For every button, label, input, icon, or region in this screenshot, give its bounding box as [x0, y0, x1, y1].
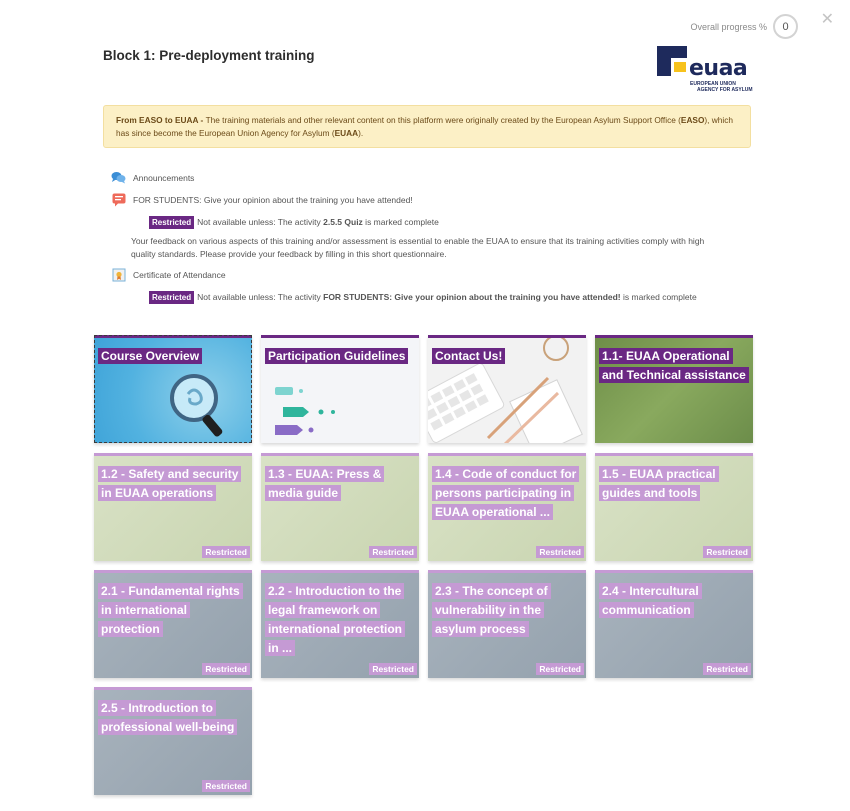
restricted-badge: Restricted — [149, 216, 194, 229]
close-icon[interactable]: ✕ — [820, 11, 834, 28]
certificate-icon — [111, 268, 126, 281]
logo-word: euaa — [689, 56, 748, 81]
tile-participation-guidelines[interactable] — [261, 335, 419, 443]
certificate-label: Certificate of Attendance — [133, 269, 226, 280]
tile-2-4-intercultural[interactable] — [595, 570, 753, 678]
restricted-badge: Restricted — [369, 663, 417, 675]
tile-1-3-press-media[interactable] — [261, 453, 419, 561]
logo-line2: AGENCY FOR ASYLUM — [697, 87, 753, 93]
restricted-badge: Restricted — [369, 546, 417, 558]
tile-title: 1.3 - EUAA: Press & media guide — [265, 466, 384, 501]
feedback-description: Your feedback on various aspects of this training and/or assessment is essential to enable the EUAA to ensure that its training activities comply with high quality standards. Please provide your feedback by filling in this short questionnaire. — [131, 236, 705, 259]
tile-1-2-safety-security[interactable] — [94, 453, 252, 561]
restricted-badge: Restricted — [202, 546, 250, 558]
tile-title: 2.5 - Introduction to professional well-being — [98, 700, 237, 735]
progress-label: Overall progress % — [690, 21, 767, 32]
arrows-icon — [271, 383, 341, 443]
tile-title: 1.4 - Code of conduct for persons participating in EUAA operational ... — [432, 466, 579, 520]
tile-title: 1.5 - EUAA practical guides and tools — [599, 466, 719, 501]
page-title: Block 1: Pre-deployment training — [103, 48, 315, 63]
restricted-badge: Restricted — [703, 546, 751, 558]
tile-1-5-practical-guides[interactable] — [595, 453, 753, 561]
magnifier-icon — [156, 358, 236, 443]
tile-title: 2.2 - Introduction to the legal framework on international protection in ... — [265, 583, 405, 656]
tile-2-1-fundamental-rights[interactable] — [94, 570, 252, 678]
feedback-icon — [111, 193, 126, 206]
tile-title: Contact Us! — [432, 348, 505, 364]
tile-title: Course Overview — [98, 348, 202, 364]
tile-title: 2.4 - Intercultural communication — [599, 583, 702, 618]
logo-line1: EUROPEAN UNION — [690, 81, 736, 87]
restricted-badge: Restricted — [202, 663, 250, 675]
tile-title: 1.2 - Safety and security in EUAA operations — [98, 466, 241, 501]
restricted-badge: Restricted — [202, 780, 250, 792]
restricted-badge: Restricted — [149, 291, 194, 304]
tile-2-5-professional-wellbeing[interactable] — [94, 687, 252, 795]
activity-announcements[interactable] — [111, 171, 194, 184]
tile-title: 2.3 - The concept of vulnerability in the asylum process — [432, 583, 551, 637]
tile-course-overview[interactable] — [94, 335, 252, 443]
tile-1-1-euaa-operational[interactable] — [595, 335, 753, 443]
euaa-logo — [657, 46, 753, 94]
tile-title: 2.1 - Fundamental rights in international protection — [98, 583, 243, 637]
restricted-badge: Restricted — [536, 663, 584, 675]
restricted-badge: Restricted — [536, 546, 584, 558]
activity-certificate — [111, 268, 226, 281]
announcements-link[interactable]: Announcements — [133, 172, 195, 183]
notice-title: From EASO to EUAA — [116, 115, 199, 125]
feedback-restriction: Restricted Not available unless: The activity 2.5.5 Quiz is marked complete — [149, 216, 439, 229]
tile-title: Participation Guidelines — [265, 348, 408, 364]
easo-euaa-notice: From EASO to EUAA - The training materials and other relevant content on this platform were originally created by the European Asylum Support Office (EASO), which has since become the European Union Agency for Asylum (EUAA). — [103, 105, 751, 148]
forum-icon — [111, 171, 126, 184]
feedback-link[interactable]: FOR STUDENTS: Give your opinion about the training you have attended! — [133, 194, 413, 205]
tile-2-3-vulnerability[interactable] — [428, 570, 586, 678]
progress-value: 0 — [773, 14, 798, 39]
restricted-badge: Restricted — [703, 663, 751, 675]
tile-contact-us[interactable] — [428, 335, 586, 443]
tile-2-2-legal-framework[interactable] — [261, 570, 419, 678]
activity-feedback[interactable] — [111, 193, 413, 206]
overall-progress — [690, 14, 798, 39]
tile-1-4-code-of-conduct[interactable] — [428, 453, 586, 561]
tile-title: 1.1- EUAA Operational and Technical assistance — [599, 348, 749, 383]
certificate-restriction: Restricted Not available unless: The activity FOR STUDENTS: Give your opinion about the training you have attended! is marked complete — [149, 291, 709, 304]
